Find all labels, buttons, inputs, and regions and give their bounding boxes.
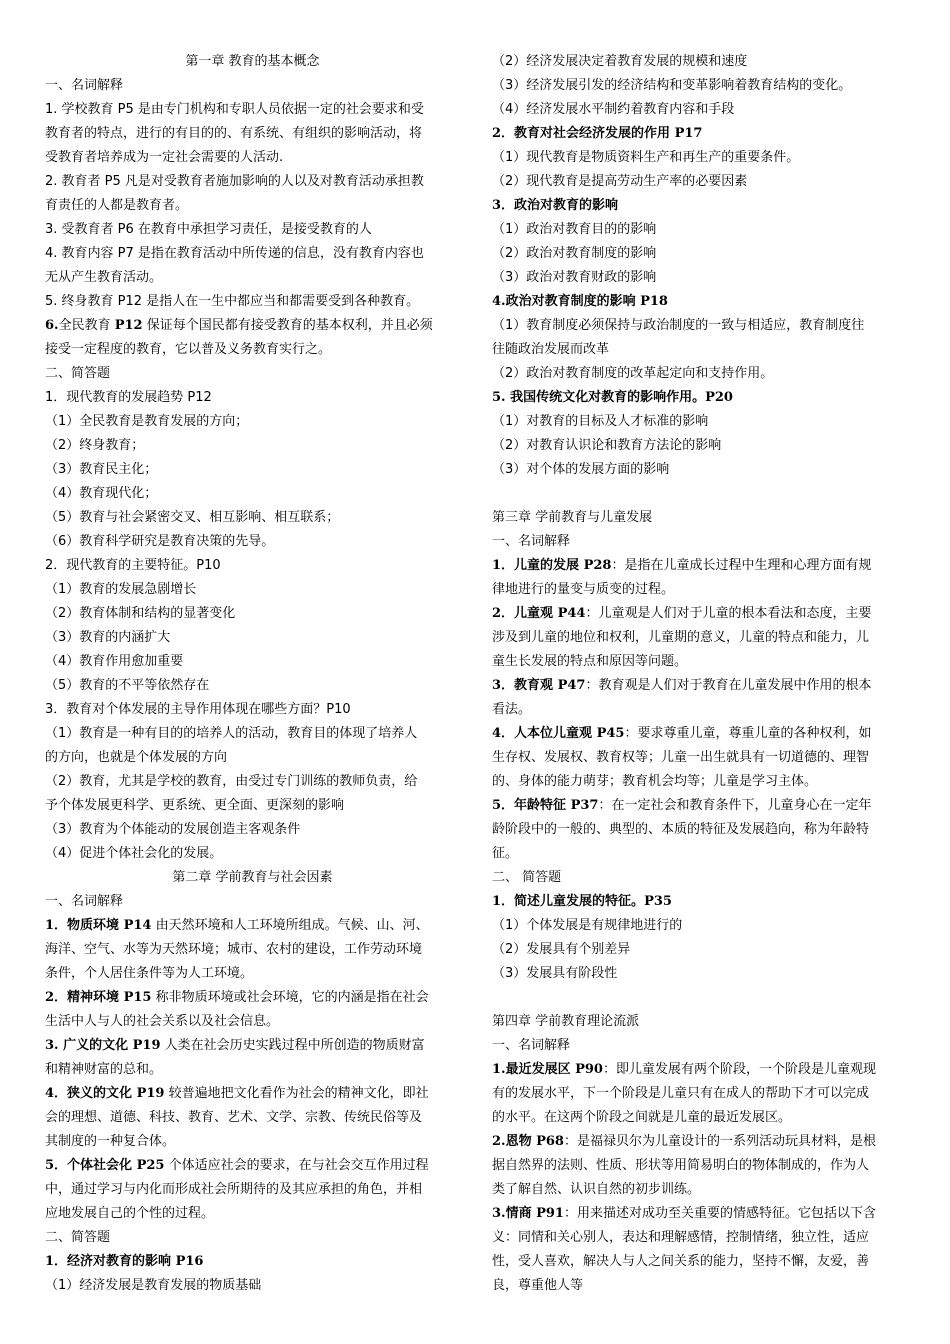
text-line: 义：同情和关心别人，表达和理解感情，控制情绪，独立性，适应 (492, 1230, 870, 1245)
text-line: 生活中人与人的社会关系以及社会信息。 (45, 1014, 280, 1029)
definition-text: 较普遍地把文化看作为社会的精神文化，即社 (164, 1086, 429, 1101)
text-line: 无从产生教育活动。 (45, 270, 163, 285)
term-text: 年龄特征 (514, 798, 571, 813)
text-line: 中，通过学习与内化而形成社会所期待的及其应承担的角色，并相 (45, 1182, 423, 1197)
text-line: 接受一定程度的教育，它以普及义务教育实行之。 (45, 342, 332, 357)
text-line: 类了解自然、认识自然的初步训练。 (492, 1182, 701, 1197)
text-line: 1．现代教育的发展趋势 P12 (45, 390, 212, 405)
page-ref: P12 (114, 318, 143, 333)
page-ref: P20 (705, 390, 733, 405)
text-line: （4）教育现代化； (45, 486, 158, 501)
item-number: 5． (492, 798, 515, 813)
text-line: （1）对教育的目标及人才标准的影响 (492, 414, 709, 429)
term-line (492, 794, 910, 818)
text-line: （1）个体发展是有规律地进行的 (492, 918, 683, 933)
definition-text: 保证每个国民都有接受教育的基本权利，并且必须 (142, 318, 433, 333)
term-text: 最近发展区 (505, 1062, 576, 1077)
term-line (492, 1130, 910, 1154)
term-text: 精神环境 (67, 990, 124, 1005)
text-line: 有的发展水平，下一个阶段是儿童只有在成人的帮助下才可以完成 (492, 1086, 870, 1101)
spacer (492, 482, 910, 506)
item-number: 3. (45, 1038, 59, 1053)
term-line (492, 386, 910, 410)
page-ref: P45 (596, 726, 625, 741)
text-line: （4）教育作用愈加重要 (45, 654, 184, 669)
text-line: （2）经济发展决定着教育发展的规模和速度 (492, 54, 748, 69)
text-line: 的、身体的能力萌芽；教育机会均等；儿童是学习主体。 (492, 774, 818, 789)
text-line: （3）教育为个体能动的发展创造主客观条件 (45, 822, 301, 837)
text-line: 育责任的人都是教育者。 (45, 198, 189, 213)
text-line: 二、简答题 (45, 1230, 111, 1245)
page-ref: P35 (644, 894, 672, 909)
term-line (492, 290, 910, 314)
definition-text: ：儿童观是人们对于儿童的根本看法和态度，主要 (585, 606, 872, 621)
page-ref: P68 (536, 1134, 564, 1149)
item-number: 2． (45, 990, 68, 1005)
item-number: 2． (492, 606, 515, 621)
definition-text: ：是指在儿童成长过程中生理和心理方面有规 (611, 558, 872, 573)
term-line (45, 1154, 460, 1178)
text-line: 征。 (492, 846, 519, 861)
text-line: 二、 简答题 (492, 870, 562, 885)
item-number: 5. (492, 390, 506, 405)
text-line: 和精神财富的总和。 (45, 1062, 163, 1077)
item-number: 3． (492, 678, 515, 693)
term-line (492, 890, 910, 914)
term-text: 政治对教育制度的影响 (505, 294, 641, 309)
text-line: （3）政治对教育财政的影响 (492, 270, 657, 285)
text-line: 第三章 学前教育与儿童发展 (492, 510, 653, 525)
term-line (45, 1082, 460, 1106)
text-line: 一、名词解释 (45, 78, 124, 93)
term-text: 政治对教育的影响 (514, 198, 619, 213)
text-line: （2）发展具有个别差异 (492, 942, 631, 957)
definition-text: ：要求尊重儿童，尊重儿童的各种权利，如 (624, 726, 872, 741)
term-line (492, 674, 910, 698)
page-ref: P91 (536, 1206, 564, 1221)
definition-text: 称非物质环境或社会环境，它的内涵是指在社会 (151, 990, 429, 1005)
page-ref: P19 (136, 1086, 165, 1101)
term-line (492, 1058, 910, 1082)
text-line: （3）教育民主化； (45, 462, 158, 477)
text-line: （2）终身教育； (45, 438, 145, 453)
term-text: 全民教育 (58, 318, 115, 333)
text-line: （1）教育制度必须保持与政治制度的一致与相适应，教育制度往 (492, 318, 865, 333)
text-line: 5. 终身教育 P12 是指人在一生中都应当和都需要受到各种教育。 (45, 294, 420, 309)
definition-text: ：即儿童发展有两个阶段，一个阶段是儿童观现 (602, 1062, 876, 1077)
item-number: 4． (492, 726, 515, 741)
page-ref: P37 (570, 798, 599, 813)
text-line: 会的理想、道德、科技、教育、艺术、文学、宗教、传统民俗等及 (45, 1110, 423, 1125)
text-line: （5）教育与社会紧密交叉、相互影响、相互联系； (45, 510, 340, 525)
term-text: 儿童观 (514, 606, 558, 621)
definition-text: 个体适应社会的要求，在与社会交互作用过程 (164, 1158, 429, 1173)
text-line: 一、名词解释 (492, 1038, 571, 1053)
item-number: 5． (45, 1158, 68, 1173)
term-text: 人本位儿童观 (514, 726, 597, 741)
item-number: 2． (492, 126, 515, 141)
text-line: 据自然界的法则、性质、形状等用简易明白的物体制成的，作为人 (492, 1158, 870, 1173)
text-line: （6）教育科学研究是教育决策的先导。 (45, 534, 275, 549)
text-line: （3）经济发展引发的经济结构和变革影响着教育结构的变化。 (492, 78, 852, 93)
term-line (45, 1034, 460, 1058)
text-line: 海洋、空气、水等为天然环境；城市、农村的建设，工作劳动环境 (45, 942, 423, 957)
page-ref: P44 (557, 606, 586, 621)
term-text: 个体社会化 (67, 1158, 137, 1173)
term-text: 教育观 (514, 678, 558, 693)
page-ref: P28 (583, 558, 612, 573)
item-number: 1． (492, 558, 515, 573)
text-line: （1）政治对教育目的的影响 (492, 222, 657, 237)
text-line: （1）教育是一种有目的的培养人的活动，教育目的体现了培养人 (45, 726, 418, 741)
text-line: 受教育者培养成为一定社会需要的人活动. (45, 150, 284, 165)
text-line: （2）现代教育是提高劳动生产率的必要因素 (492, 174, 748, 189)
text-line: （2）教育，尤其是学校的教育，由受过专门训练的教师负责，给 (45, 774, 418, 789)
text-line: 2．现代教育的主要特征。P10 (45, 558, 221, 573)
definition-text: 由天然环境和人工环境所组成。气候、山、河、 (151, 918, 429, 933)
text-line: （2）对教育认识论和教育方法论的影响 (492, 438, 722, 453)
text-line: 应地发展自己的个性的过程。 (45, 1206, 215, 1221)
text-line: 的水平。在这两个阶段之间就是儿童的最近发展区。 (492, 1110, 792, 1125)
term-text: 恩物 (505, 1134, 537, 1149)
item-number: 1． (45, 1254, 68, 1269)
right-column (492, 50, 910, 1298)
text-line: 龄阶段中的一般的、典型的、本质的特征及发展趋向，称为年龄特 (492, 822, 870, 837)
text-line: （3）发展具有阶段性 (492, 966, 618, 981)
text-line: （1）现代教育是物质资料生产和再生产的重要条件。 (492, 150, 800, 165)
item-number: 3. (492, 1206, 506, 1221)
item-number: 1. (492, 1062, 506, 1077)
term-text: 狭义的文化 (67, 1086, 137, 1101)
term-text: 广义的文化 (58, 1038, 133, 1053)
text-line: 看法。 (492, 702, 532, 717)
page-ref: P25 (136, 1158, 165, 1173)
text-line: 律地进行的量变与质变的过程。 (492, 582, 675, 597)
text-line: 教育者的特点，进行的有目的的、有系统、有组织的影响活动，将 (45, 126, 423, 141)
page-ref: P15 (123, 990, 152, 1005)
text-line: 良，尊重他人等 (492, 1278, 584, 1293)
item-number: 6. (45, 318, 59, 333)
text-line: 生存权、发展权、教育权等；儿童一出生就具有一切道德的、理智 (492, 750, 870, 765)
term-line (45, 314, 460, 338)
text-line: （4）经济发展水平制约着教育内容和手段 (492, 102, 735, 117)
term-line (492, 122, 910, 146)
term-line (492, 1202, 910, 1226)
text-line: 涉及到儿童的地位和权利，儿童期的意义，儿童的特点和能力，儿 (492, 630, 870, 645)
text-line: （1）教育的发展急剧增长 (45, 582, 197, 597)
chapter-title: 第一章 教育的基本概念 (185, 54, 320, 69)
text-line: 的方向，也就是个体发展的方向 (45, 750, 228, 765)
text-line: （2）政治对教育制度的影响 (492, 246, 657, 261)
text-line: 性，受人喜欢，解决人与人之间关系的能力，坚持不懈，友爱，善 (492, 1254, 870, 1269)
term-text: 我国传统文化对教育的影响作用。 (505, 390, 706, 405)
text-line: 3．教育对个体发展的主导作用体现在哪些方面？P10 (45, 702, 351, 717)
text-line: （5）教育的不平等依然存在 (45, 678, 210, 693)
page-ref: P47 (557, 678, 586, 693)
term-line (492, 722, 910, 746)
term-text: 简述儿童发展的特征。 (514, 894, 645, 909)
text-line: 条件，个人居住条件等为人工环境。 (45, 966, 254, 981)
term-text: 情商 (505, 1206, 537, 1221)
item-number: 4. (492, 294, 506, 309)
term-line (45, 1250, 460, 1274)
text-line: （4）促进个体社会化的发展。 (45, 846, 223, 861)
item-number: 2. (492, 1134, 506, 1149)
text-line: 予个体发展更科学、更系统、更全面、更深刻的影响 (45, 798, 345, 813)
text-line: （1）全民教育是教育发展的方向； (45, 414, 249, 429)
text-line: （1）经济发展是教育发展的物质基础 (45, 1278, 262, 1293)
page-ref: P16 (175, 1254, 204, 1269)
page-ref: P18 (640, 294, 668, 309)
definition-text: 人类在社会历史实践过程中所创造的物质财富 (160, 1038, 425, 1053)
item-number: 1． (492, 894, 515, 909)
page-ref: P17 (674, 126, 703, 141)
term-line (492, 602, 910, 626)
chapter-title: 第二章 学前教育与社会因素 (172, 870, 333, 885)
page-ref: P90 (575, 1062, 603, 1077)
text-line: 1. 学校教育 P5 是由专门机构和专职人员依据一定的社会要求和受 (45, 102, 424, 117)
text-line: （2）政治对教育制度的改革起定向和支持作用。 (492, 366, 774, 381)
term-line (492, 554, 910, 578)
text-line: 一、名词解释 (45, 894, 124, 909)
text-line: 第四章 学前教育理论流派 (492, 1014, 640, 1029)
text-line: 童生长发展的特点和原因等问题。 (492, 654, 688, 669)
term-text: 儿童的发展 (514, 558, 584, 573)
term-text: 经济对教育的影响 (67, 1254, 176, 1269)
definition-text: ：教育观是人们对于教育在儿童发展中作用的根本 (585, 678, 872, 693)
item-number: 1． (45, 918, 68, 933)
text-line: 一、名词解释 (492, 534, 571, 549)
text-line: 往随政治发展而改革 (492, 342, 610, 357)
term-line (492, 194, 910, 218)
page-ref: P19 (132, 1038, 161, 1053)
text-line: （2）教育体制和结构的显著变化 (45, 606, 236, 621)
term-text: 物质环境 (67, 918, 124, 933)
definition-text: ：用来描述对成功至关重要的情感特征。它包括以下含 (563, 1206, 876, 1221)
text-line: 2. 教育者 P5 凡是对受教育者施加影响的人以及对教育活动承担教 (45, 174, 424, 189)
item-number: 3． (492, 198, 515, 213)
text-line: 3. 受教育者 P6 在教育中承担学习责任，是接受教育的人 (45, 222, 372, 237)
text-line: 二、简答题 (45, 366, 111, 381)
text-line: （3）对个体的发展方面的影响 (492, 462, 670, 477)
term-line (45, 914, 460, 938)
page-ref: P14 (123, 918, 152, 933)
definition-text: ：是福禄贝尔为儿童设计的一系列活动玩具材料，是根 (563, 1134, 876, 1149)
definition-text: ：在一定社会和教育条件下，儿童身心在一定年 (598, 798, 872, 813)
left-column (45, 50, 460, 1298)
text-line: （3）教育的内涵扩大 (45, 630, 171, 645)
text-line: 4. 教育内容 P7 是指在教育活动中所传递的信息，没有教育内容也 (45, 246, 424, 261)
text-line: 其制度的一种复合体。 (45, 1134, 176, 1149)
item-number: 4． (45, 1086, 68, 1101)
term-line (45, 986, 460, 1010)
spacer (492, 986, 910, 1010)
term-text: 教育对社会经济发展的作用 (514, 126, 675, 141)
